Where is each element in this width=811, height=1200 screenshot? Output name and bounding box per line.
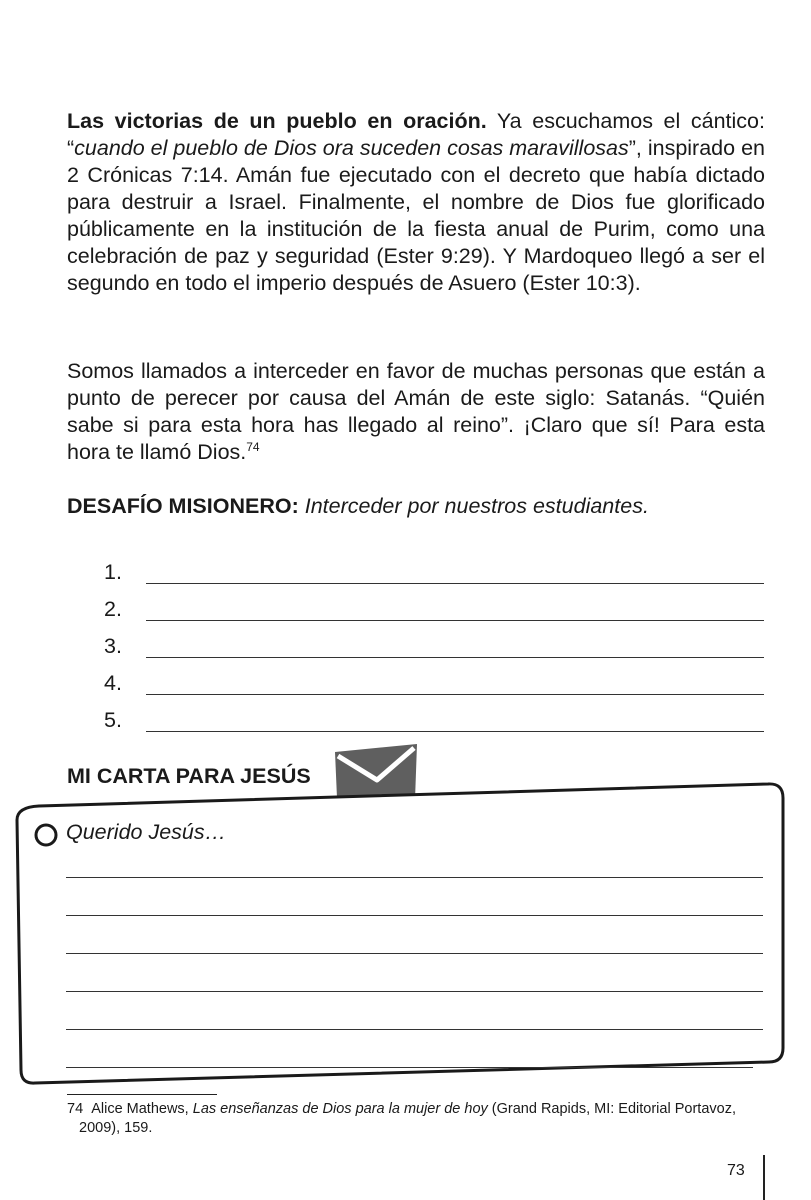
footnote-reference: 74 — [246, 439, 260, 454]
paragraph-rest: ”, inspirado en 2 Crónicas 7:14. Amán fue ejecutado con el decreto que había dictado para destruir a Israel. Finalmente, el nombre de Dios fue glorificado públicamente en la institución de la fiesta anual de Purim, como una celebración de paz y seguridad (Ester 9:29). Y Mardoqueo llegó a ser el segundo en todo el imperio después de Asuero (Ester 10:3). — [67, 136, 765, 295]
letter-write-line[interactable] — [66, 915, 763, 916]
list-item — [104, 708, 764, 745]
list-item-number: 3. — [104, 634, 122, 658]
list-item — [104, 671, 764, 708]
footnote-author: Alice Mathews, — [91, 1101, 193, 1117]
footnote-book-title: Las enseñanzas de Dios para la mujer de hoy — [192, 1101, 488, 1117]
paragraph-intro: Ya escuchamos el cántico: “ — [67, 109, 765, 160]
letter-greeting: Querido Jesús… — [66, 820, 227, 844]
paragraph-heading: Las victorias de un pueblo en oración. — [67, 109, 487, 133]
footnote-publisher: (Grand Rapids, MI: Editorial Portavoz, — [487, 1101, 736, 1117]
paragraph-quote: cuando el pueblo de Dios ora suceden cosas maravillosas — [74, 136, 629, 160]
footnote — [67, 1100, 767, 1138]
write-line[interactable] — [146, 657, 764, 658]
write-line[interactable] — [146, 731, 764, 732]
list-item-number: 4. — [104, 671, 122, 695]
footnote-continuation: 2009), 159. — [79, 1120, 153, 1136]
student-list — [104, 560, 764, 745]
paragraph-2-text: Somos llamados a interceder en favor de muchas personas que están a punto de perecer por causa del Amán de este siglo: Satanás. “Quién sabe si para esta hora has llegado al reino”. ¡Claro que sí! Para esta hora te llamó Dios. — [67, 359, 765, 464]
list-item — [104, 597, 764, 634]
write-line[interactable] — [146, 620, 764, 621]
list-item-number: 1. — [104, 560, 122, 584]
list-item — [104, 560, 764, 597]
page-margin-bar — [763, 1155, 765, 1200]
letter-write-line[interactable] — [66, 1029, 763, 1030]
paragraph-1 — [67, 108, 765, 297]
letter-title: MI CARTA PARA JESÚS — [67, 764, 311, 788]
paragraph-2 — [67, 358, 765, 466]
challenge-label: DESAFÍO MISIONERO: — [67, 494, 299, 518]
list-item — [104, 634, 764, 671]
list-item-number: 5. — [104, 708, 122, 732]
footnote-divider — [67, 1094, 217, 1095]
page-number: 73 — [727, 1162, 745, 1179]
list-item-number: 2. — [104, 597, 122, 621]
letter-write-line[interactable] — [66, 1067, 753, 1068]
mission-challenge — [67, 494, 649, 519]
letter-write-line[interactable] — [66, 953, 763, 954]
footnote-line-1 — [67, 1100, 767, 1119]
footnote-number: 74 — [67, 1101, 84, 1117]
letter-write-line[interactable] — [66, 877, 763, 878]
write-line[interactable] — [146, 583, 764, 584]
challenge-text: Interceder por nuestros estudiantes. — [304, 494, 649, 518]
letter-write-line[interactable] — [66, 991, 763, 992]
write-line[interactable] — [146, 694, 764, 695]
